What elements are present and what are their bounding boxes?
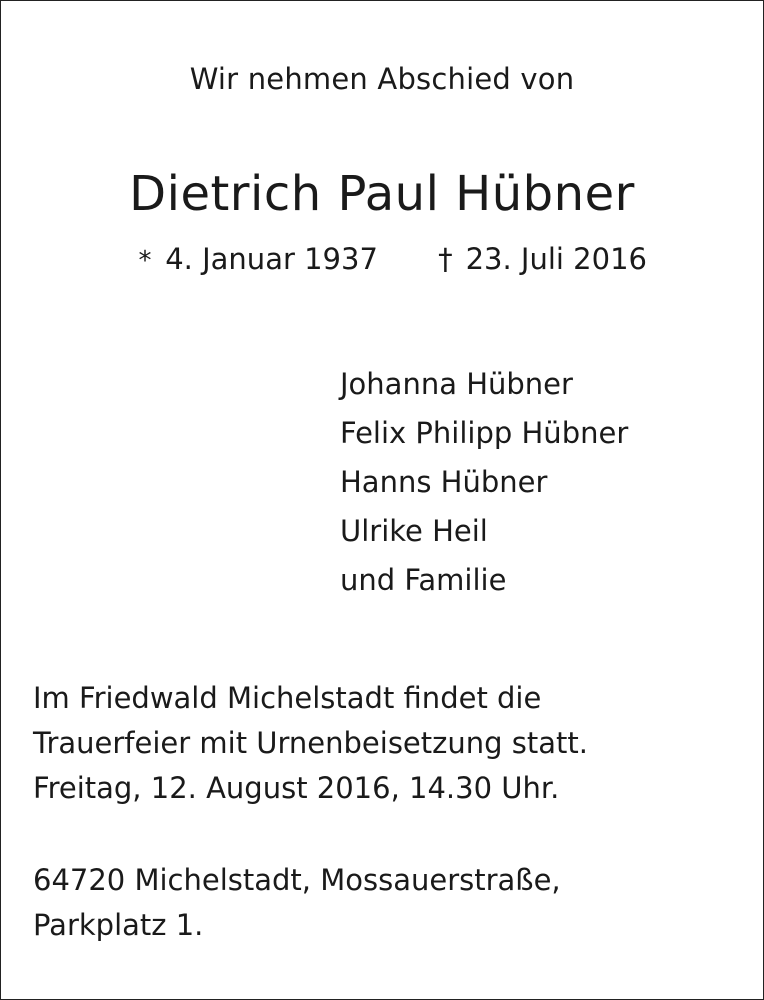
deceased-name: Dietrich Paul Hübner bbox=[129, 166, 635, 222]
address-line: 64720 Michelstadt, Mossauerstraße, bbox=[33, 863, 561, 897]
intro-text: Wir nehmen Abschied von bbox=[189, 62, 575, 96]
ceremony-line: Im Friedwald Michelstadt findet die bbox=[33, 681, 542, 715]
birth-date: 4. Januar 1937 bbox=[165, 242, 378, 276]
ceremony-line: Trauerfeier mit Urnenbeisetzung statt. bbox=[33, 726, 588, 760]
address-line: Parkplatz 1. bbox=[33, 908, 204, 942]
death-date: 23. Juli 2016 bbox=[465, 242, 647, 276]
mourner-name: und Familie bbox=[340, 563, 507, 597]
ceremony-info bbox=[33, 676, 588, 811]
address-block bbox=[33, 858, 561, 948]
mourner-name: Johanna Hübner bbox=[340, 367, 573, 401]
life-dates bbox=[134, 242, 647, 276]
mourner-name: Ulrike Heil bbox=[340, 514, 488, 548]
ceremony-line: Freitag, 12. August 2016, 14.30 Uhr. bbox=[33, 771, 560, 805]
birth-star-icon: * bbox=[138, 246, 152, 276]
mourners-list bbox=[340, 360, 628, 605]
mourner-name: Hanns Hübner bbox=[340, 465, 548, 499]
death-cross-icon: † bbox=[438, 242, 453, 276]
mourner-name: Felix Philipp Hübner bbox=[340, 416, 629, 450]
